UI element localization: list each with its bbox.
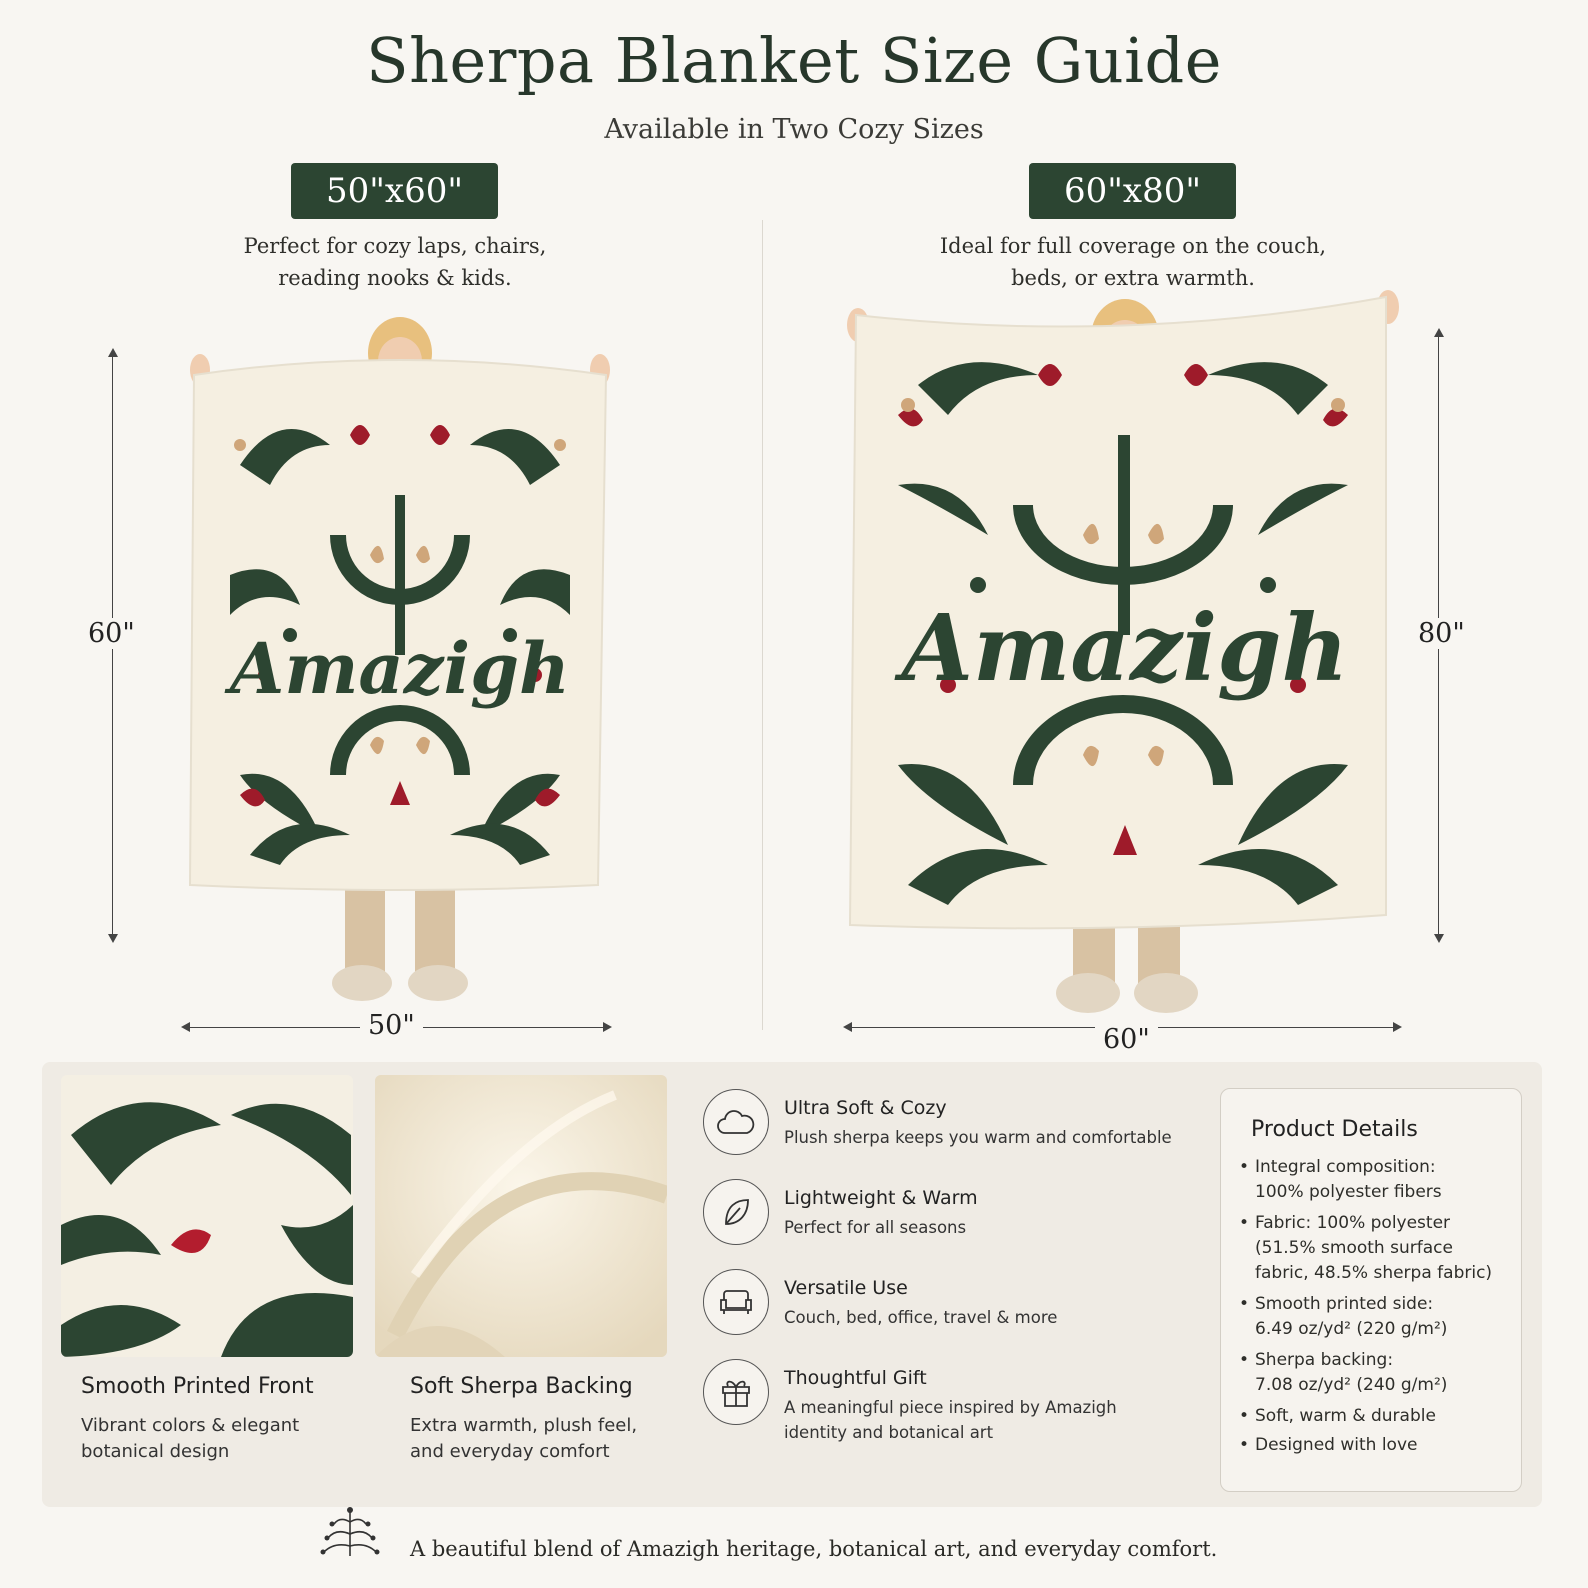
- product-details-card: [1220, 1088, 1522, 1492]
- sherpa-backing-desc-line2: and everyday comfort: [410, 1441, 610, 1462]
- sofa-icon: [703, 1269, 769, 1335]
- arrow-left-icon: [181, 1022, 190, 1032]
- sherpa-backing-desc-line1: Extra warmth, plush feel,: [410, 1415, 638, 1436]
- detail-line: 100% polyester fibers: [1255, 1182, 1442, 1202]
- feature-desc-versatile: Couch, bed, office, travel & more: [784, 1308, 1058, 1327]
- height-label-small: 60": [80, 618, 143, 649]
- detail-item: [1239, 1211, 1510, 1286]
- size-desc-small-line2: reading nooks & kids.: [278, 266, 512, 290]
- feature-title-versatile: Versatile Use: [784, 1277, 908, 1299]
- feature-desc-gift: [784, 1395, 1194, 1445]
- product-details-list: [1239, 1155, 1510, 1458]
- sherpa-backing-photo: [375, 1075, 667, 1357]
- feature-desc-gift-line1: A meaningful piece inspired by Amazigh: [784, 1398, 1117, 1417]
- arrow-up-icon: [1434, 328, 1444, 337]
- detail-line: (51.5% smooth surface: [1255, 1238, 1453, 1258]
- sherpa-backing-desc: [410, 1413, 680, 1465]
- detail-line: 6.49 oz/yd² (220 g/m²): [1255, 1319, 1448, 1339]
- botanical-sprig-icon: [318, 1502, 382, 1562]
- cloud-icon: [703, 1089, 769, 1155]
- detail-line: • Soft, warm & durable: [1255, 1406, 1436, 1426]
- feature-desc-gift-line2: identity and botanical art: [784, 1423, 994, 1442]
- detail-line: • Sherpa backing:: [1255, 1350, 1394, 1370]
- size-badge-small: 50"x60": [291, 163, 498, 219]
- detail-item: [1239, 1404, 1510, 1429]
- feature-title-soft: Ultra Soft & Cozy: [784, 1097, 947, 1119]
- sherpa-backing-title: Soft Sherpa Backing: [410, 1374, 633, 1399]
- blanket-photo-small: [180, 315, 620, 1015]
- arrow-up-icon: [108, 348, 118, 357]
- printed-front-desc-line2: botanical design: [81, 1441, 230, 1462]
- model-holding-blanket-small: [180, 315, 620, 1015]
- size-desc-large-line1: Ideal for full coverage on the couch,: [939, 234, 1327, 258]
- blanket-photo-large: [838, 285, 1408, 1025]
- detail-line: • Fabric: 100% polyester: [1255, 1213, 1451, 1233]
- size-desc-large-line2: beds, or extra warmth.: [1011, 266, 1255, 290]
- page-subtitle: Available in Two Cozy Sizes: [604, 114, 984, 145]
- model-holding-blanket-large: [838, 285, 1408, 1025]
- feature-title-lightweight: Lightweight & Warm: [784, 1187, 978, 1209]
- printed-front-desc: [81, 1413, 351, 1465]
- arrow-right-icon: [603, 1022, 612, 1032]
- arrow-down-icon: [108, 934, 118, 943]
- detail-line: 7.08 oz/yd² (240 g/m²): [1255, 1375, 1448, 1395]
- height-label-large: 80": [1410, 618, 1473, 649]
- printed-front-desc-line1: Vibrant colors & elegant: [81, 1415, 300, 1436]
- detail-item: [1239, 1155, 1510, 1205]
- arrow-down-icon: [1434, 934, 1444, 943]
- detail-line: fabric, 48.5% sherpa fabric): [1255, 1263, 1493, 1283]
- footer-tagline: A beautiful blend of Amazigh heritage, botanical art, and everyday comfort.: [410, 1537, 1218, 1561]
- detail-item: [1239, 1292, 1510, 1342]
- width-label-small: 50": [360, 1010, 423, 1041]
- detail-item: [1239, 1433, 1510, 1458]
- blanket-text-small: Amazigh: [230, 627, 570, 710]
- printed-front-title: Smooth Printed Front: [81, 1374, 314, 1399]
- gift-icon: [703, 1359, 769, 1425]
- feature-title-gift: Thoughtful Gift: [784, 1367, 927, 1389]
- printed-front-photo: [61, 1075, 353, 1357]
- width-label-large: 60": [1095, 1024, 1158, 1055]
- size-badge-large: 60"x80": [1029, 163, 1236, 219]
- size-desc-small: [195, 230, 595, 294]
- arrow-right-icon: [1393, 1022, 1402, 1032]
- product-details-title: Product Details: [1251, 1117, 1418, 1142]
- leaf-icon: [703, 1179, 769, 1245]
- arrow-left-icon: [843, 1022, 852, 1032]
- detail-line: • Integral composition:: [1255, 1157, 1436, 1177]
- detail-line: • Designed with love: [1255, 1435, 1418, 1455]
- page-title: Sherpa Blanket Size Guide: [366, 24, 1222, 97]
- detail-line: • Smooth printed side:: [1255, 1294, 1434, 1314]
- blanket-text-large: Amazigh: [901, 594, 1349, 702]
- size-desc-small-line1: Perfect for cozy laps, chairs,: [243, 234, 547, 258]
- size-divider: [762, 220, 763, 1030]
- feature-desc-soft: Plush sherpa keeps you warm and comfortable: [784, 1128, 1172, 1147]
- detail-item: [1239, 1348, 1510, 1398]
- feature-desc-lightweight: Perfect for all seasons: [784, 1218, 967, 1237]
